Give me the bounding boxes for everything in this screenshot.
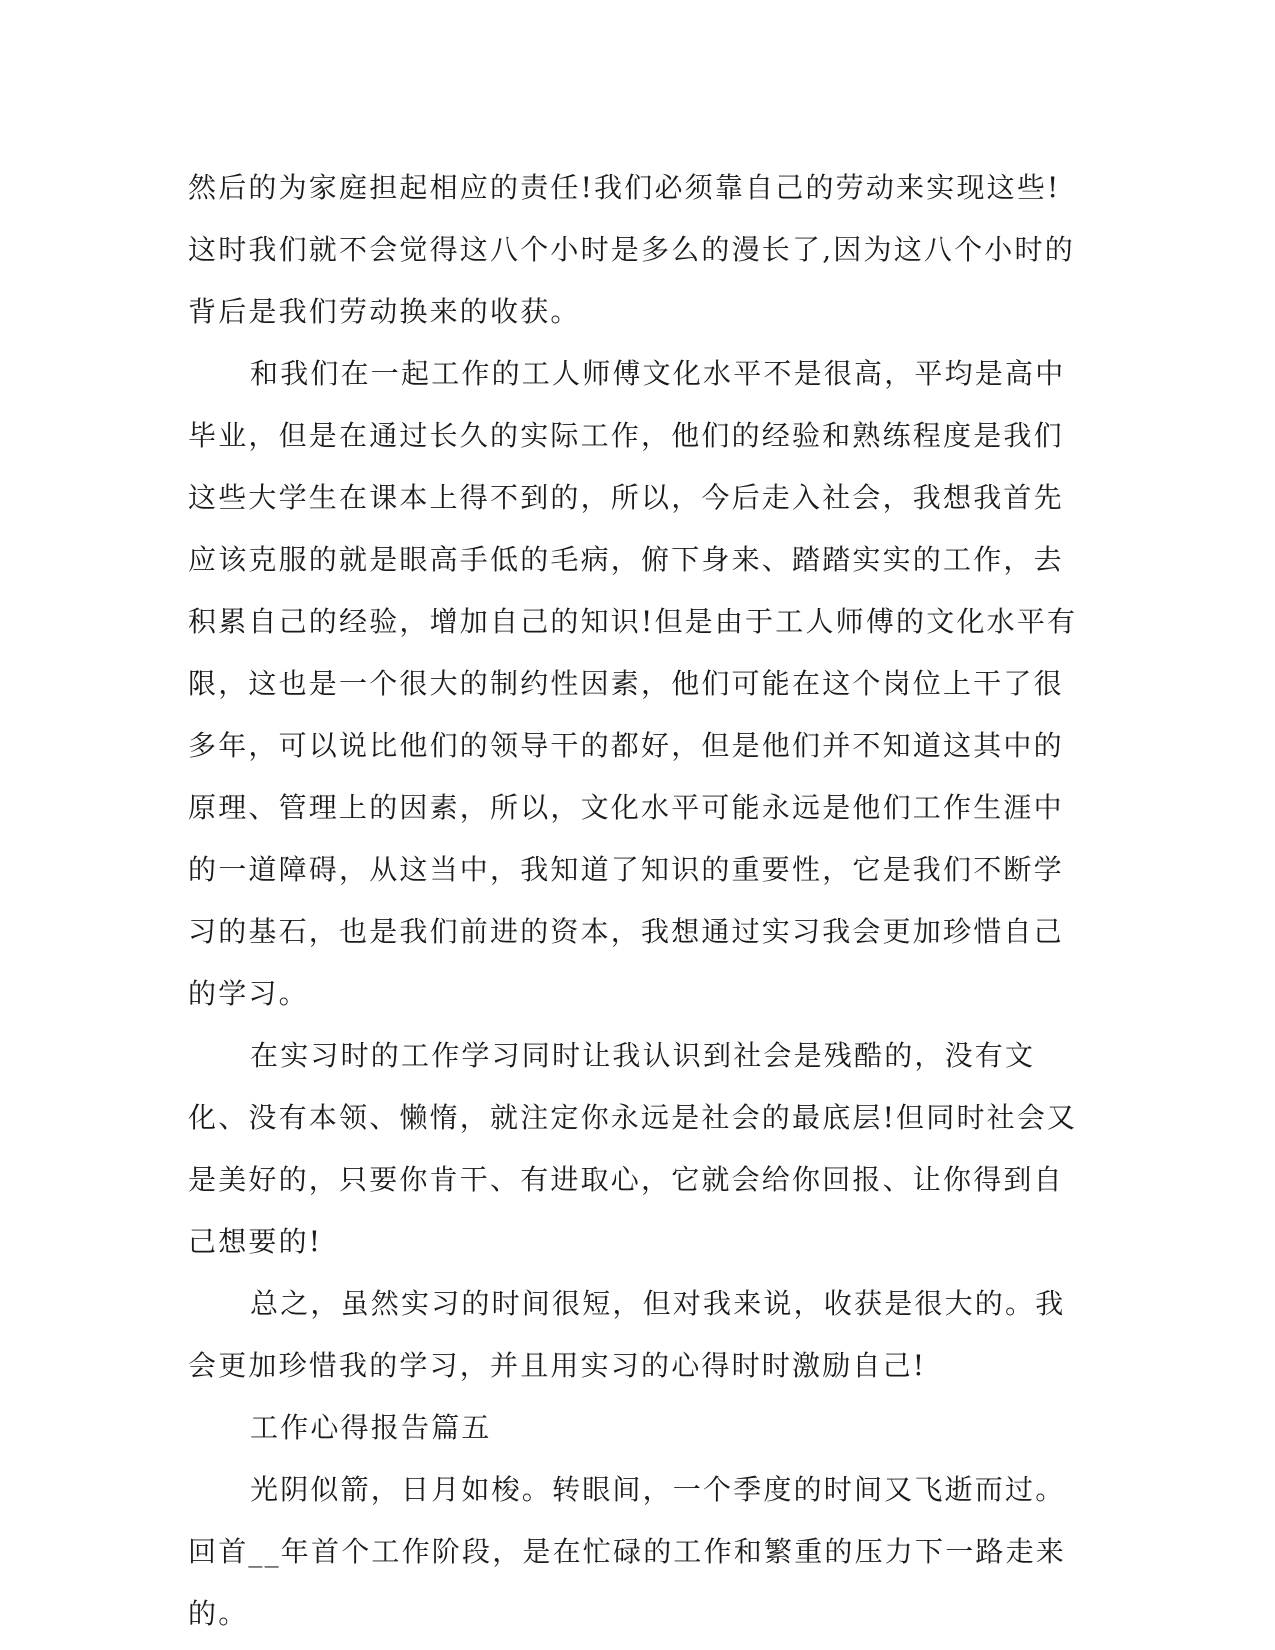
paragraph-2: 和我们在一起工作的工人师傅文化水平不是很高，平均是高中毕业，但是在通过长久的实际工作，他们的经验和熟练程度是我们这些大学生在课本上得不到的，所以，今后走入社会，我想我首先应该克服的就是眼高手低的毛病，俯下身来、踏踏实实的工作，去积累自己的经验，增加自己的知识!但是由于工人师傅的文化水平有限，这也是一个很大的制约性因素，他们可能在这个岗位上干了很多年，可以说比他们的领导干的都好，但是他们并不知道这其中的原理、管理上的因素，所以，文化水平可能永远是他们工作生涯中的一道障碍，从这当中，我知道了知识的重要性，它是我们不断学习的基石，也是我们前进的资本，我想通过实习我会更加珍惜自己的学习。 bbox=[188, 357, 1078, 1010]
paragraph-1: 然后的为家庭担起相应的责任!我们必须靠自己的劳动来实现这些!这时我们就不会觉得这八个小时是多么的漫长了,因为这八个小时的背后是我们劳动换来的收获。 bbox=[188, 171, 1075, 328]
paragraph-3: 在实习时的工作学习同时让我认识到社会是残酷的，没有文化、没有本领、懒惰，就注定你永远是社会的最底层!但同时社会又是美好的，只要你肯干、有进取心，它就会给你回报、让你得到自己想要的! bbox=[188, 1039, 1078, 1258]
document-body bbox=[188, 157, 1088, 1645]
paragraph-4: 总之，虽然实习的时间很短，但对我来说，收获是很大的。我会更加珍惜我的学习，并且用实习的心得时时激励自己! bbox=[188, 1287, 1066, 1382]
section-heading: 工作心得报告篇五 bbox=[250, 1411, 492, 1444]
paragraph-5: 光阴似箭，日月如梭。转眼间，一个季度的时间又飞逝而过。回首__年首个工作阶段，是在忙碌的工作和繁重的压力下一路走来的。 bbox=[188, 1473, 1067, 1630]
